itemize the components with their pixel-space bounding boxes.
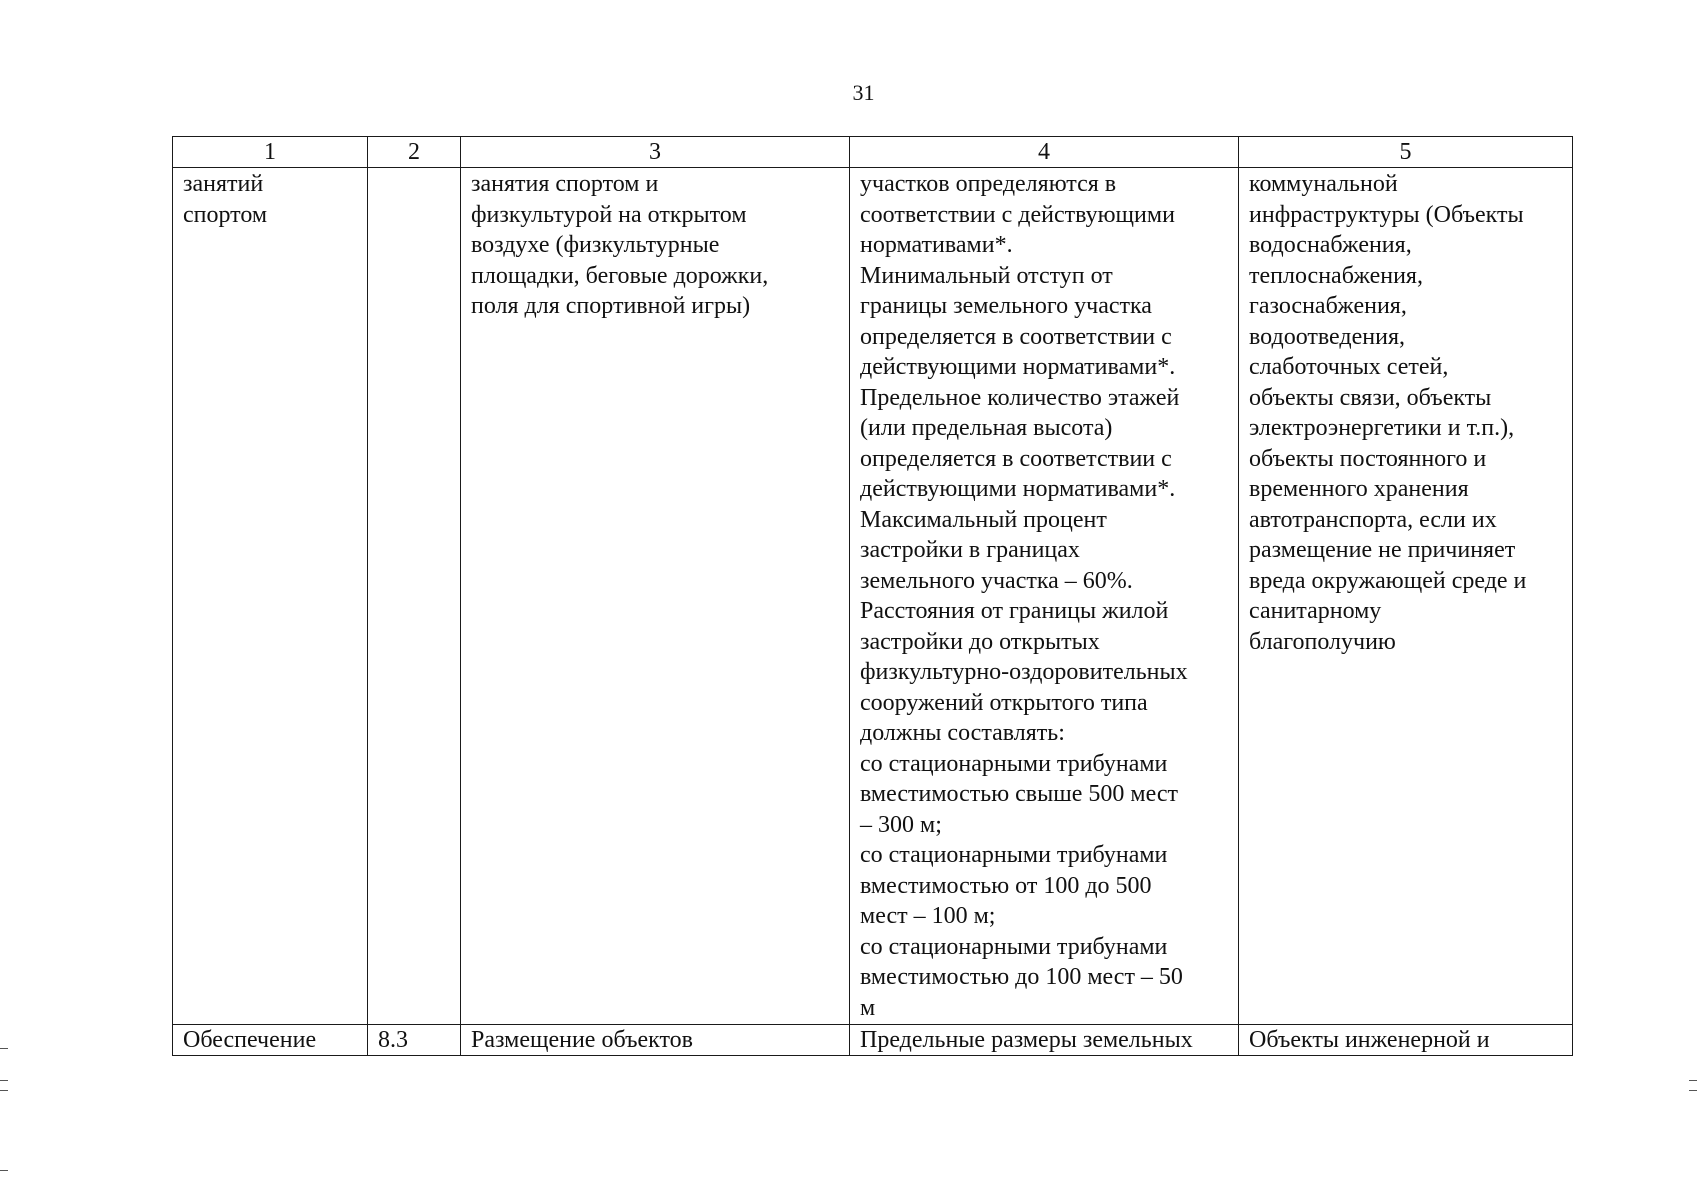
left-margin-mark xyxy=(0,1090,8,1091)
cell-text-line: Максимальный процент xyxy=(860,506,1107,533)
table-row xyxy=(173,168,1573,1025)
cell-text-line: соответствии с действующими xyxy=(860,201,1175,228)
cell-auxiliary-uses xyxy=(1239,168,1573,1025)
column-header: 4 xyxy=(850,137,1239,168)
cell-text-line: временного хранения xyxy=(1249,476,1469,502)
cell-text-line: со стационарными трибунами xyxy=(860,750,1168,777)
cell-text-line: водоотведения, xyxy=(1249,323,1405,350)
cell-text-line: м xyxy=(860,994,876,1021)
cell-text-line: границы земельного участка xyxy=(860,293,1152,319)
cell-text-line: определяется в соответствии с xyxy=(860,445,1172,472)
cell-text-line: Предельные размеры земельных xyxy=(860,1027,1193,1053)
cell-text-line: слаботочных сетей, xyxy=(1249,354,1449,380)
cell-description xyxy=(461,168,850,1025)
cell-text-line: определяется в соответствии с xyxy=(860,323,1172,350)
cell-text-line: застройки в границах xyxy=(860,537,1080,563)
column-header: 5 xyxy=(1239,137,1573,168)
cell-auxiliary-uses xyxy=(1239,1025,1573,1056)
cell-text-line: нормативами*. xyxy=(860,232,1013,258)
cell-use-type xyxy=(173,168,368,1025)
cell-text-line: объекты постоянного и xyxy=(1249,445,1487,472)
cell-text-line: 8.3 xyxy=(378,1027,408,1053)
left-margin-mark xyxy=(0,1080,8,1081)
cell-text-line: автотранспорта, если их xyxy=(1249,506,1497,533)
cell-text-line: действующими нормативами*. xyxy=(860,354,1176,380)
left-margin-mark xyxy=(0,1048,8,1049)
cell-text-line: благополучию xyxy=(1249,628,1396,655)
cell-text-line: Предельное количество этажей xyxy=(860,384,1180,411)
cell-text-line: со стационарными трибунами xyxy=(860,842,1168,868)
cell-text-line: Размещение объектов xyxy=(471,1027,693,1053)
column-header: 3 xyxy=(461,137,850,168)
cell-code xyxy=(368,168,461,1025)
cell-text-line: занятия спортом и xyxy=(471,171,659,197)
cell-text-line: Расстояния от границы жилой xyxy=(860,598,1169,624)
table-row xyxy=(173,1025,1573,1056)
cell-text-line: земельного участка – 60%. xyxy=(860,567,1133,594)
right-margin-mark xyxy=(1689,1090,1697,1091)
page-number: 31 xyxy=(852,80,875,105)
cell-text-line: Обеспечение xyxy=(183,1027,317,1053)
cell-text-line: теплоснабжения, xyxy=(1249,262,1423,289)
cell-text-line: (или предельная высота) xyxy=(860,415,1113,441)
cell-text-line: инфраструктуры (Объекты xyxy=(1249,201,1524,228)
regulations-table xyxy=(172,136,1573,1056)
cell-text-line: поля для спортивной игры) xyxy=(471,293,751,319)
cell-text-line: площадки, беговые дорожки, xyxy=(471,262,769,289)
cell-text-line: воздухе (физкультурные xyxy=(471,232,720,258)
cell-text-line: участков определяются в xyxy=(860,171,1117,197)
cell-text-line: физкультурно-оздоровительных xyxy=(860,659,1188,685)
cell-text-line: должны составлять: xyxy=(860,720,1065,746)
cell-text-line: электроэнергетики и т.п.), xyxy=(1249,415,1515,441)
cell-text-line: со стационарными трибунами xyxy=(860,933,1168,960)
cell-text-line: вместимостью от 100 до 500 xyxy=(860,872,1152,899)
cell-text-line: газоснабжения, xyxy=(1249,293,1407,319)
cell-text-line: действующими нормативами*. xyxy=(860,476,1176,502)
cell-text-line: занятий xyxy=(183,171,264,197)
right-margin-mark xyxy=(1689,1080,1697,1081)
cell-parameters xyxy=(850,1025,1239,1056)
left-margin-mark xyxy=(0,1170,8,1171)
cell-text-line: сооружений открытого типа xyxy=(860,689,1148,716)
cell-text-line: Минимальный отступ от xyxy=(860,262,1113,289)
cell-text-line: Объекты инженерной и xyxy=(1249,1027,1490,1053)
column-header: 2 xyxy=(368,137,461,168)
cell-text-line: водоснабжения, xyxy=(1249,232,1412,258)
table-header-row xyxy=(173,137,1573,168)
cell-use-type xyxy=(173,1025,368,1056)
cell-text-line: – 300 м; xyxy=(860,811,942,838)
cell-text-line: физкультурой на открытом xyxy=(471,201,747,228)
cell-text-line: объекты связи, объекты xyxy=(1249,384,1492,411)
cell-text-line: мест – 100 м; xyxy=(860,903,996,929)
column-header: 1 xyxy=(173,137,368,168)
cell-code xyxy=(368,1025,461,1056)
cell-text-line: коммунальной xyxy=(1249,171,1398,197)
cell-text-line: санитарному xyxy=(1249,598,1382,624)
cell-text-line: спортом xyxy=(183,201,268,228)
cell-text-line: застройки до открытых xyxy=(860,628,1100,655)
cell-text-line: вреда окружающей среде и xyxy=(1249,567,1527,594)
cell-text-line: вместимостью свыше 500 мест xyxy=(860,781,1178,807)
cell-text-line: вместимостью до 100 мест – 50 xyxy=(860,964,1183,990)
cell-text-line: размещение не причиняет xyxy=(1249,537,1516,563)
cell-description xyxy=(461,1025,850,1056)
cell-parameters xyxy=(850,168,1239,1025)
